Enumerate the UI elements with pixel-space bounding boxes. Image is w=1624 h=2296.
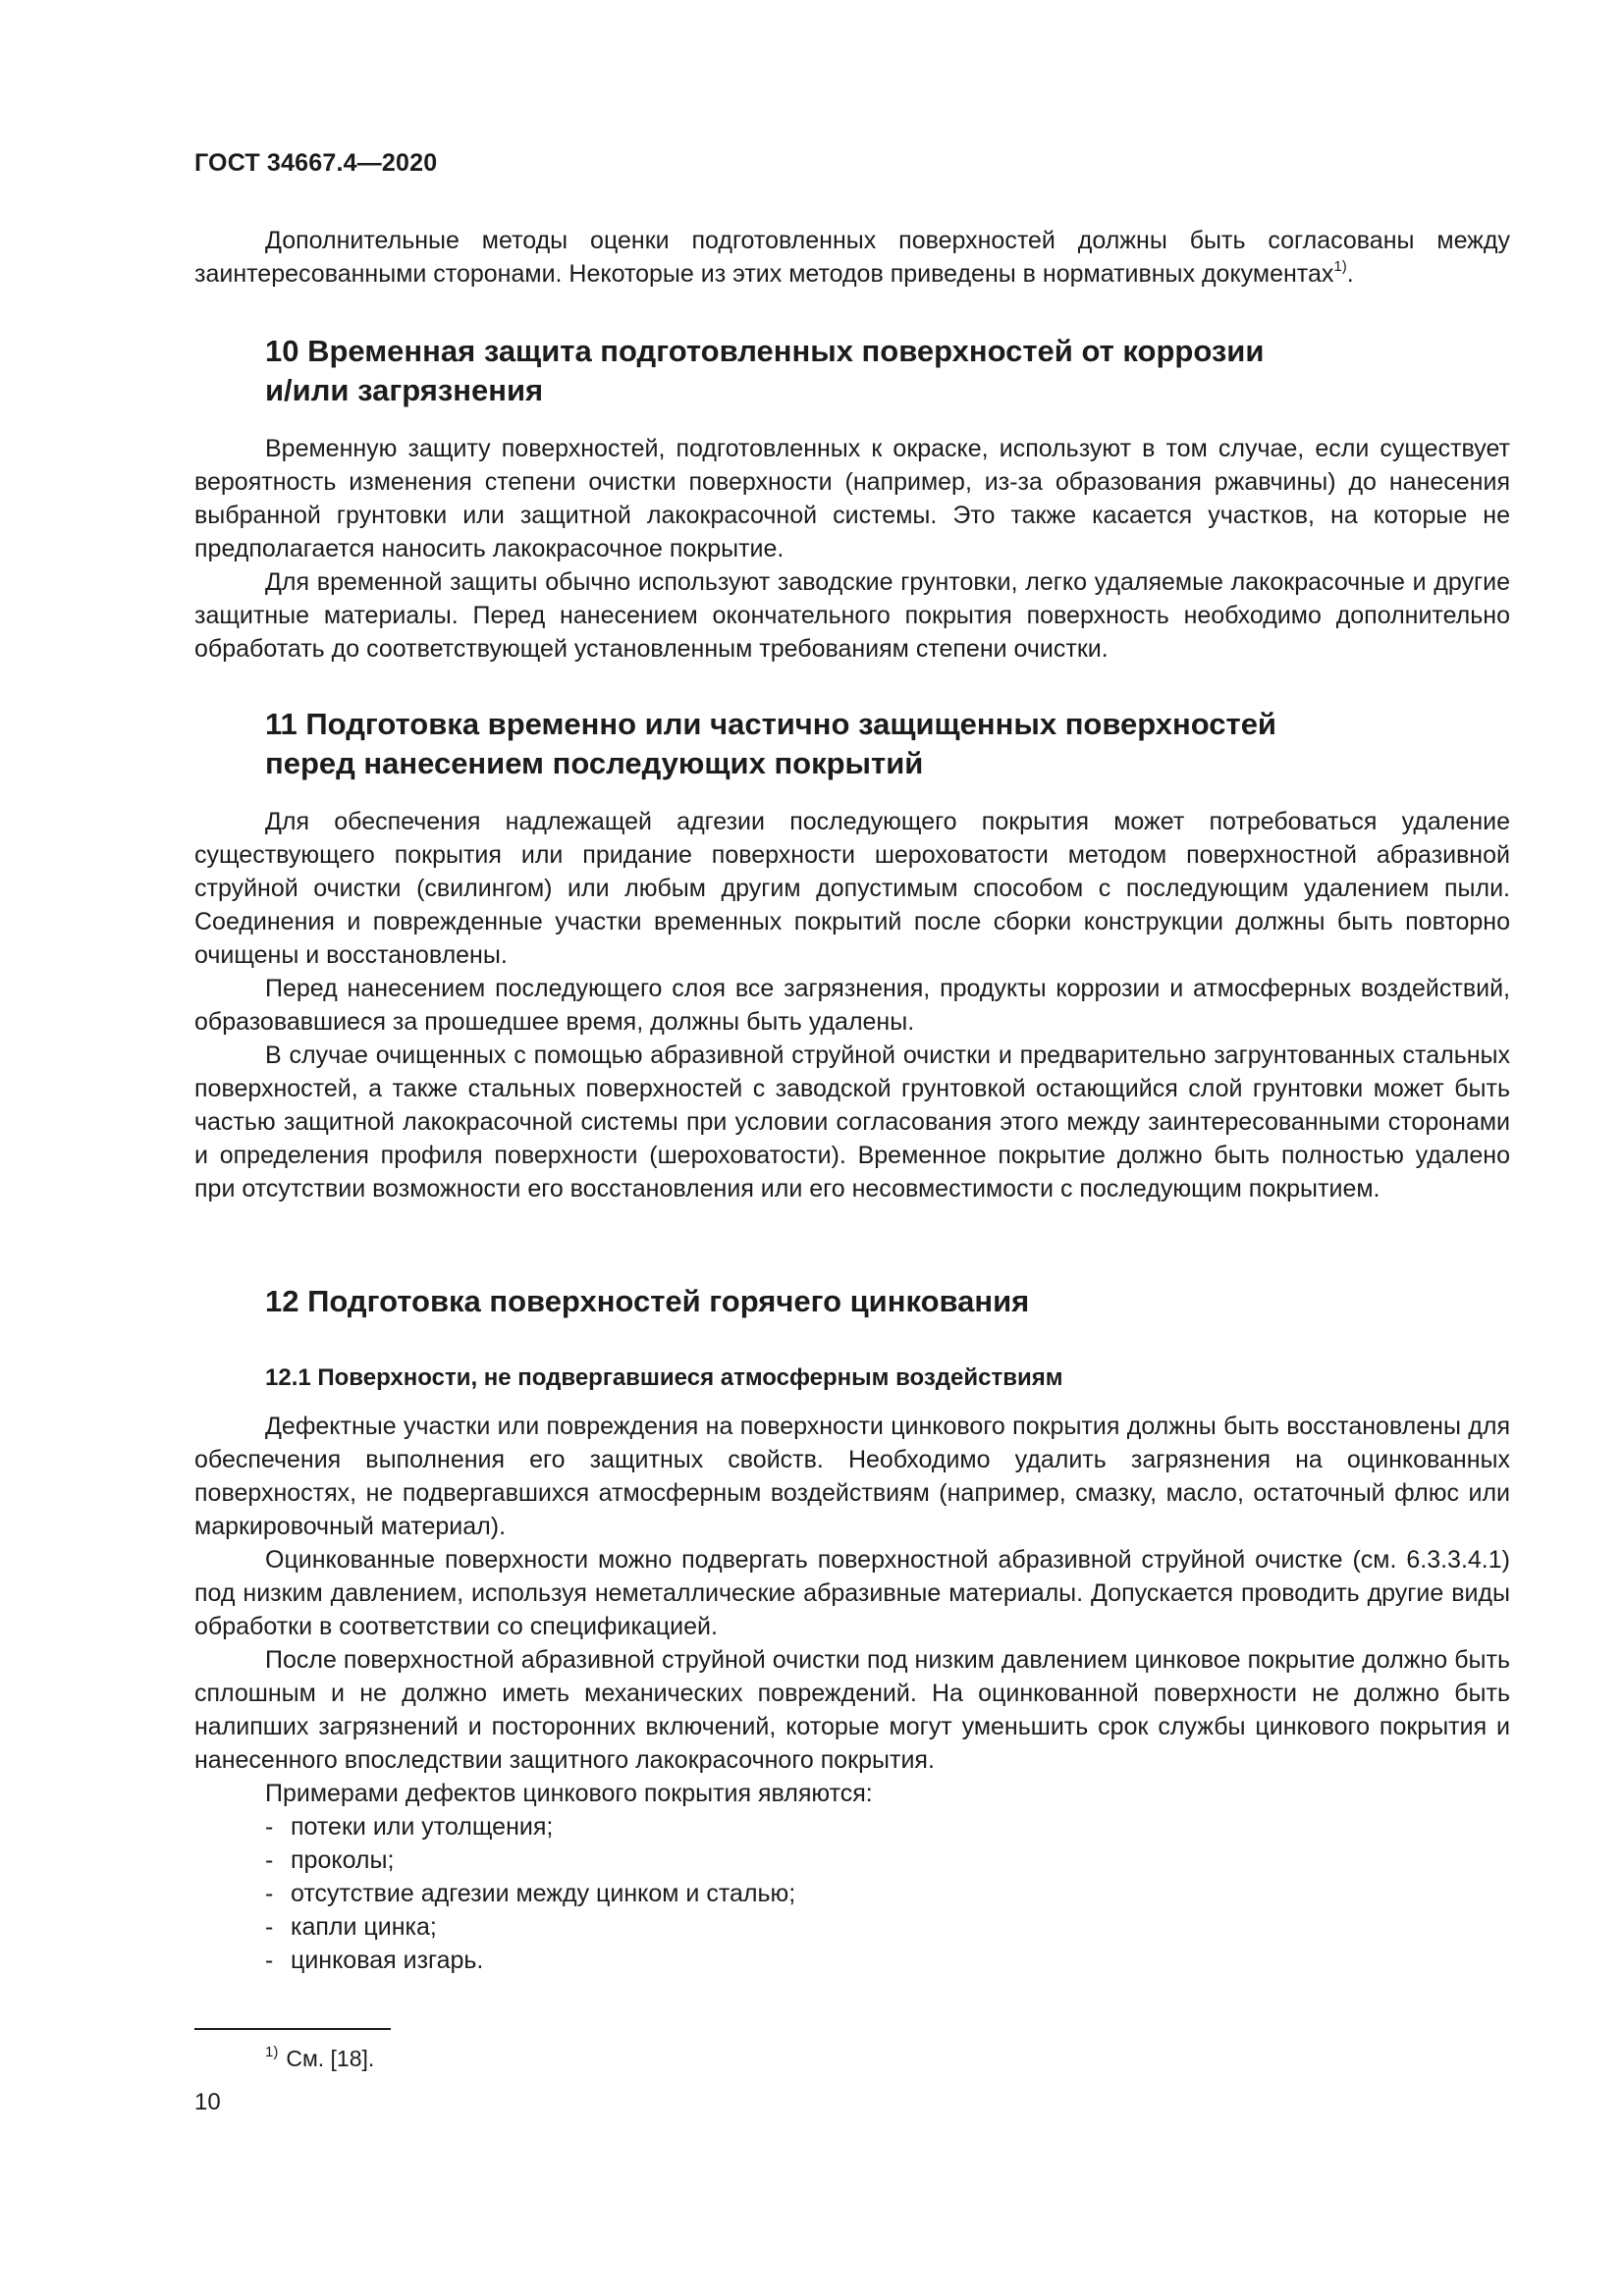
list-item <box>265 1910 795 1944</box>
list-item-text: цинковая изгарь. <box>291 1947 484 1974</box>
footnote <box>265 2044 374 2073</box>
list-item <box>265 1877 795 1910</box>
intro-paragraph <box>194 224 1510 291</box>
section-11-paragraph-1: Для обеспечения надлежащей адгезии последующего покрытия может потребоваться удаление существующего покрытия или придание поверхности шероховатости методом поверхностной абразивной струйной очистки (свилингом) или любым другим допустимым способом с последующим удалением пыли. Соединения и поврежденные участки временных покрытий после сборки конструкции должны быть повторно очищены и восстановлены. <box>194 808 1510 969</box>
section-12-paragraph-4: Примерами дефектов цинкового покрытия являются: <box>265 1780 873 1807</box>
section-11-title <box>265 705 1510 783</box>
list-item <box>265 1843 795 1877</box>
section-11-title-line1: 11 Подготовка временно или частично защищенных поверхностей <box>265 707 1276 741</box>
section-12-body <box>194 1410 1510 1810</box>
list-dash: - <box>265 1846 274 1874</box>
list-dash: - <box>265 1913 274 1941</box>
section-12-paragraph-3: После поверхностной абразивной струйной очистки под низким давлением цинковое покрытие должно быть сплошным и не должно иметь механических повреждений. На оцинкованной поверхности не должно быть налипших загрязнений и посторонних включений, которые могут уменьшить срок службы цинкового покрытия и нанесенного впоследствии защитного лакокрасочного покрытия. <box>194 1646 1510 1774</box>
list-dash: - <box>265 1947 274 1974</box>
list-dash: - <box>265 1880 274 1907</box>
section-10-paragraph-1: Временную защиту поверхностей, подготовленных к окраске, используют в том случае, если существует вероятность изменения степени очистки поверхности (например, из-за образования ржавчины) до нанесения выбранной грунтовки или защитной лакокрасочной системы. Это также касается участков, на которые не предполагается наносить лакокрасочное покрытие. <box>194 435 1510 562</box>
section-12-paragraph-1: Дефектные участки или повреждения на поверхности цинкового покрытия должны быть восстановлены для обеспечения выполнения его защитных свойств. Необходимо удалить загрязнения на оцинкованных поверхностях, не подвергавшихся атмосферным воздействиям (например, смазку, масло, остаточный флюс или маркировочный материал). <box>194 1413 1510 1540</box>
intro-block <box>194 224 1510 291</box>
footnote-text: См. [18]. <box>286 2046 375 2071</box>
section-10-body <box>194 432 1510 666</box>
section-11-title-line2: перед нанесением последующих покрытий <box>265 746 924 780</box>
section-11-paragraph-2: Перед нанесением последующего слоя все загрязнения, продукты коррозии и атмосферных воздействий, образовавшиеся за прошедшее время, должны быть удалены. <box>194 975 1510 1036</box>
list-dash: - <box>265 1813 274 1841</box>
section-11-paragraph-3: В случае очищенных с помощью абразивной струйной очистки и предварительно загрунтованных стальных поверхностей, а также стальных поверхностей с заводской грунтовкой остающийся слой грунтовки может быть частью защитной лакокрасочной системы при условии согласования этого между заинтересованными сторонами и определения профиля поверхности (шероховатости). Временное покрытие должно быть полностью удалено при отсутствии возможности его восстановления или его несовместимости с последующим покрытием. <box>194 1041 1510 1202</box>
list-item-text: отсутствие адгезии между цинком и сталью; <box>291 1880 796 1907</box>
footnote-separator <box>194 2028 391 2030</box>
section-10-title-line2: и/или загрязнения <box>265 373 544 407</box>
page-number: 10 <box>194 2089 221 2115</box>
section-11-body <box>194 805 1510 1205</box>
list-item-text: потеки или утолщения; <box>291 1813 554 1841</box>
section-12-paragraph-2: Оцинкованные поверхности можно подвергать поверхностной абразивной струйной очистке (см. 6.3.3.4.1) под низким давлением, используя неметаллические абразивные материалы. Допускается проводить другие виды обработки в соответствии со спецификацией. <box>194 1546 1510 1640</box>
footnote-reference[interactable]: 1) <box>1333 258 1347 275</box>
list-item <box>265 1810 795 1843</box>
intro-end: . <box>1346 260 1354 288</box>
section-10-paragraph-2: Для временной защиты обычно используют заводские грунтовки, легко удаляемые лакокрасочные и другие защитные материалы. Перед нанесением окончательного покрытия поверхность необходимо дополнительно обработать до соответствующей установленным требованиям степени очистки. <box>194 568 1510 663</box>
section-10-title-line1: 10 Временная защита подготовленных поверхностей от коррозии <box>265 334 1265 368</box>
list-item-text: капли цинка; <box>291 1913 437 1941</box>
defects-list <box>265 1810 795 1977</box>
list-item <box>265 1944 795 1977</box>
document-code: ГОСТ 34667.4—2020 <box>194 149 438 177</box>
section-12-1-title: 12.1 Поверхности, не подвергавшиеся атмосферным воздействиям <box>265 1364 1063 1391</box>
list-item-text: проколы; <box>291 1846 395 1874</box>
intro-text: Дополнительные методы оценки подготовленных поверхностей должны быть согласованы между заинтересованными сторонами. Некоторые из этих методов приведены в нормативных документах <box>194 227 1510 288</box>
section-10-title <box>265 332 1510 410</box>
section-12-title: 12 Подготовка поверхностей горячего цинкования <box>265 1284 1030 1318</box>
footnote-marker: 1) <box>265 2044 279 2060</box>
